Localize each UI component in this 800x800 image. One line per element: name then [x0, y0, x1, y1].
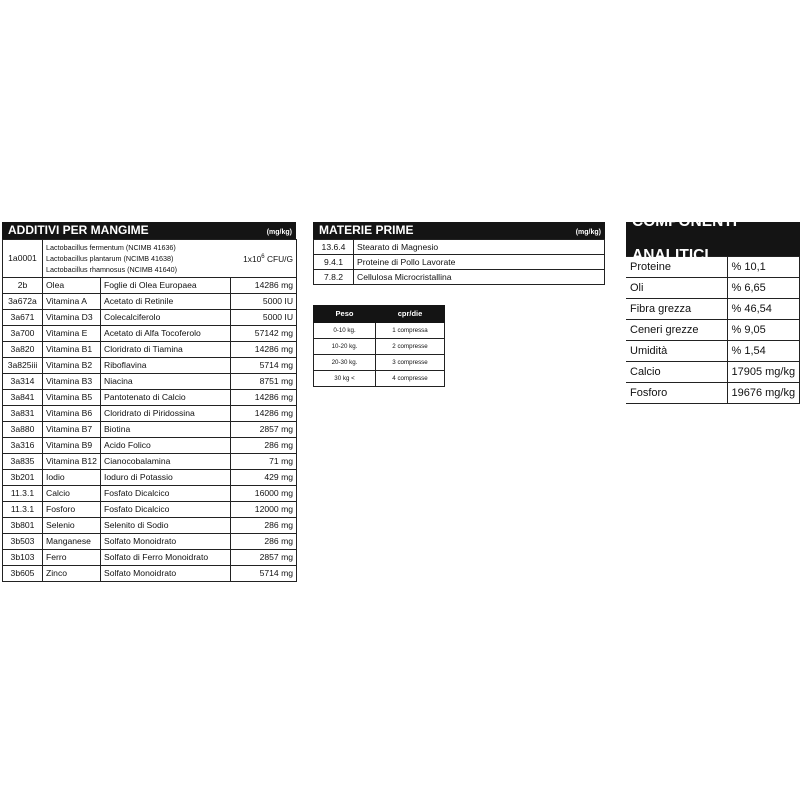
table-row	[314, 255, 605, 270]
additive-name: Vitamina E	[43, 326, 101, 342]
componente-name: Umidità	[626, 341, 727, 362]
lacto-names	[46, 242, 177, 275]
table-row	[3, 550, 297, 566]
dosaggio-peso: 0-10 kg.	[314, 323, 376, 339]
additive-value: 5000 IU	[231, 294, 297, 310]
lacto-value-exp: 6	[261, 254, 265, 261]
dosaggio-dose: 3 compresse	[376, 355, 445, 371]
additive-substance: Acido Folico	[101, 438, 231, 454]
additive-code: 3b605	[3, 566, 43, 582]
additive-code: 3a825iii	[3, 358, 43, 374]
componente-value: % 10,1	[727, 257, 800, 278]
additive-value: 286 mg	[231, 438, 297, 454]
componente-name: Fosforo	[626, 383, 727, 404]
additive-code: 3b801	[3, 518, 43, 534]
additive-substance: Solfato di Ferro Monoidrato	[101, 550, 231, 566]
additivi-table	[2, 239, 297, 582]
lacto-value	[243, 252, 293, 265]
table-row	[314, 339, 445, 355]
materie-unit: (mg/kg)	[575, 229, 601, 236]
additive-name: Vitamina B2	[43, 358, 101, 374]
componente-name: Fibra grezza	[626, 299, 727, 320]
additive-name: Vitamina B7	[43, 422, 101, 438]
additive-code: 3b503	[3, 534, 43, 550]
additive-code: 2b	[3, 278, 43, 294]
additive-substance: Niacina	[101, 374, 231, 390]
componente-value: % 6,65	[727, 278, 800, 299]
additive-substance: Cloridrato di Piridossina	[101, 406, 231, 422]
additive-code: 3a671	[3, 310, 43, 326]
materie-table	[313, 239, 605, 285]
dosaggio-peso: 10-20 kg.	[314, 339, 376, 355]
materie-title: MATERIE PRIME	[319, 223, 414, 237]
dosaggio-peso: 20-30 kg.	[314, 355, 376, 371]
table-row	[3, 278, 297, 294]
additive-code: 3a700	[3, 326, 43, 342]
materia-name: Cellulosa Microcristallina	[354, 270, 605, 285]
lacto-cell	[43, 240, 297, 278]
dosaggio-peso: 30 kg <	[314, 371, 376, 387]
additive-code: 3a316	[3, 438, 43, 454]
additive-substance: Biotina	[101, 422, 231, 438]
additive-value: 286 mg	[231, 534, 297, 550]
additive-value: 12000 mg	[231, 502, 297, 518]
additive-code: 3a820	[3, 342, 43, 358]
additive-value: 2857 mg	[231, 550, 297, 566]
additive-value: 429 mg	[231, 470, 297, 486]
additive-code: 11.3.1	[3, 486, 43, 502]
additive-name: Vitamina A	[43, 294, 101, 310]
additive-name: Zinco	[43, 566, 101, 582]
table-row	[3, 486, 297, 502]
table-row	[3, 406, 297, 422]
materie-prime-panel	[313, 222, 605, 285]
additive-substance: Acetato di Alfa Tocoferolo	[101, 326, 231, 342]
additive-value: 5714 mg	[231, 358, 297, 374]
componente-name: Proteine	[626, 257, 727, 278]
additive-name: Ferro	[43, 550, 101, 566]
lacto-name: Lactobacillus rhamnosus (NCIMB 41640)	[46, 265, 178, 274]
additive-name: Selenio	[43, 518, 101, 534]
table-row	[626, 320, 800, 341]
table-row	[626, 299, 800, 320]
componenti-header	[626, 213, 800, 264]
dosaggio-dose: 1 compressa	[376, 323, 445, 339]
additive-value: 5714 mg	[231, 566, 297, 582]
additive-substance: Selenito di Sodio	[101, 518, 231, 534]
componente-value: % 1,54	[727, 341, 800, 362]
additive-code: 3b201	[3, 470, 43, 486]
additive-code: 3a314	[3, 374, 43, 390]
dosaggio-header-row	[314, 306, 445, 323]
table-row	[3, 566, 297, 582]
dosaggio-header-peso: Peso	[314, 306, 376, 323]
lacto-name: Lactobacillus fermentum (NCIMB 41636)	[46, 243, 176, 252]
table-row	[3, 470, 297, 486]
additive-name: Vitamina B9	[43, 438, 101, 454]
lacto-value-base: 1x10	[243, 253, 262, 264]
additive-code: 3a672a	[3, 294, 43, 310]
table-row	[3, 326, 297, 342]
additive-name: Vitamina B1	[43, 342, 101, 358]
lacto-name: Lactobacillus plantarum (NCIMB 41638)	[46, 254, 174, 263]
table-row	[314, 270, 605, 285]
additive-value: 14286 mg	[231, 390, 297, 406]
additive-substance: Cloridrato di Tiamina	[101, 342, 231, 358]
table-row	[626, 341, 800, 362]
additive-value: 2857 mg	[231, 422, 297, 438]
table-row	[314, 240, 605, 255]
additive-name: Vitamina B6	[43, 406, 101, 422]
table-row	[3, 518, 297, 534]
additive-value: 14286 mg	[231, 278, 297, 294]
componenti-table	[626, 256, 800, 404]
additivi-unit: (mg/kg)	[266, 229, 292, 236]
additive-name: Vitamina B5	[43, 390, 101, 406]
table-row	[626, 383, 800, 404]
additive-code: 3b103	[3, 550, 43, 566]
componenti-panel	[626, 213, 800, 404]
table-row	[3, 454, 297, 470]
additive-value: 57142 mg	[231, 326, 297, 342]
table-row	[3, 240, 297, 278]
additive-substance: Colecalciferolo	[101, 310, 231, 326]
additive-name: Calcio	[43, 486, 101, 502]
table-row	[626, 278, 800, 299]
additive-value: 5000 IU	[231, 310, 297, 326]
additive-substance: Foglie di Olea Europaea	[101, 278, 231, 294]
componente-value: 19676 mg/kg	[727, 383, 800, 404]
additive-name: Vitamina D3	[43, 310, 101, 326]
additivi-panel	[2, 222, 296, 582]
componente-name: Oli	[626, 278, 727, 299]
additive-substance: Solfato Monoidrato	[101, 566, 231, 582]
componente-name: Calcio	[626, 362, 727, 383]
materia-name: Stearato di Magnesio	[354, 240, 605, 255]
additive-value: 71 mg	[231, 454, 297, 470]
additive-name: Vitamina B3	[43, 374, 101, 390]
componente-value: % 46,54	[727, 299, 800, 320]
materie-header	[313, 222, 605, 239]
additive-substance: Fosfato Dicalcico	[101, 486, 231, 502]
additive-substance: Pantotenato di Calcio	[101, 390, 231, 406]
additive-substance: Ioduro di Potassio	[101, 470, 231, 486]
additive-name: Vitamina B12	[43, 454, 101, 470]
table-row	[3, 502, 297, 518]
additive-code: 3a841	[3, 390, 43, 406]
additive-code: 3a880	[3, 422, 43, 438]
table-row	[3, 342, 297, 358]
additive-code: 11.3.1	[3, 502, 43, 518]
additive-substance: Riboflavina	[101, 358, 231, 374]
additive-name: Iodio	[43, 470, 101, 486]
additive-substance: Acetato di Retinile	[101, 294, 231, 310]
additive-name: Manganese	[43, 534, 101, 550]
componente-value: % 9,05	[727, 320, 800, 341]
table-row	[3, 310, 297, 326]
materia-code: 7.8.2	[314, 270, 354, 285]
table-row	[3, 438, 297, 454]
additive-name: Fosforo	[43, 502, 101, 518]
additive-value: 8751 mg	[231, 374, 297, 390]
materia-name: Proteine di Pollo Lavorate	[354, 255, 605, 270]
additive-substance: Fosfato Dicalcico	[101, 502, 231, 518]
dosaggio-panel	[313, 305, 445, 387]
additive-code: 1a0001	[3, 240, 43, 278]
componente-value: 17905 mg/kg	[727, 362, 800, 383]
dosaggio-header-dose: cpr/die	[376, 306, 445, 323]
additive-value: 16000 mg	[231, 486, 297, 502]
dosaggio-table	[313, 305, 445, 387]
table-row	[3, 374, 297, 390]
materia-code: 9.4.1	[314, 255, 354, 270]
table-row	[314, 323, 445, 339]
additive-value: 14286 mg	[231, 342, 297, 358]
table-row	[3, 390, 297, 406]
table-row	[3, 358, 297, 374]
additive-value: 14286 mg	[231, 406, 297, 422]
additive-code: 3a835	[3, 454, 43, 470]
dosaggio-dose: 4 compresse	[376, 371, 445, 387]
additive-substance: Cianocobalamina	[101, 454, 231, 470]
table-row	[626, 362, 800, 383]
table-row	[3, 294, 297, 310]
table-row	[3, 422, 297, 438]
additive-name: Olea	[43, 278, 101, 294]
additive-code: 3a831	[3, 406, 43, 422]
table-row	[314, 355, 445, 371]
additivi-header	[2, 222, 296, 239]
componenti-title: COMPONENTI ANALITICI	[632, 213, 738, 264]
componente-name: Ceneri grezze	[626, 320, 727, 341]
table-row	[3, 534, 297, 550]
table-row	[314, 371, 445, 387]
dosaggio-dose: 2 compresse	[376, 339, 445, 355]
lacto-value-unit: CFU/G	[264, 253, 294, 264]
materia-code: 13.6.4	[314, 240, 354, 255]
additive-substance: Solfato Monoidrato	[101, 534, 231, 550]
additivi-title: ADDITIVI PER MANGIME	[8, 223, 149, 237]
additive-value: 286 mg	[231, 518, 297, 534]
